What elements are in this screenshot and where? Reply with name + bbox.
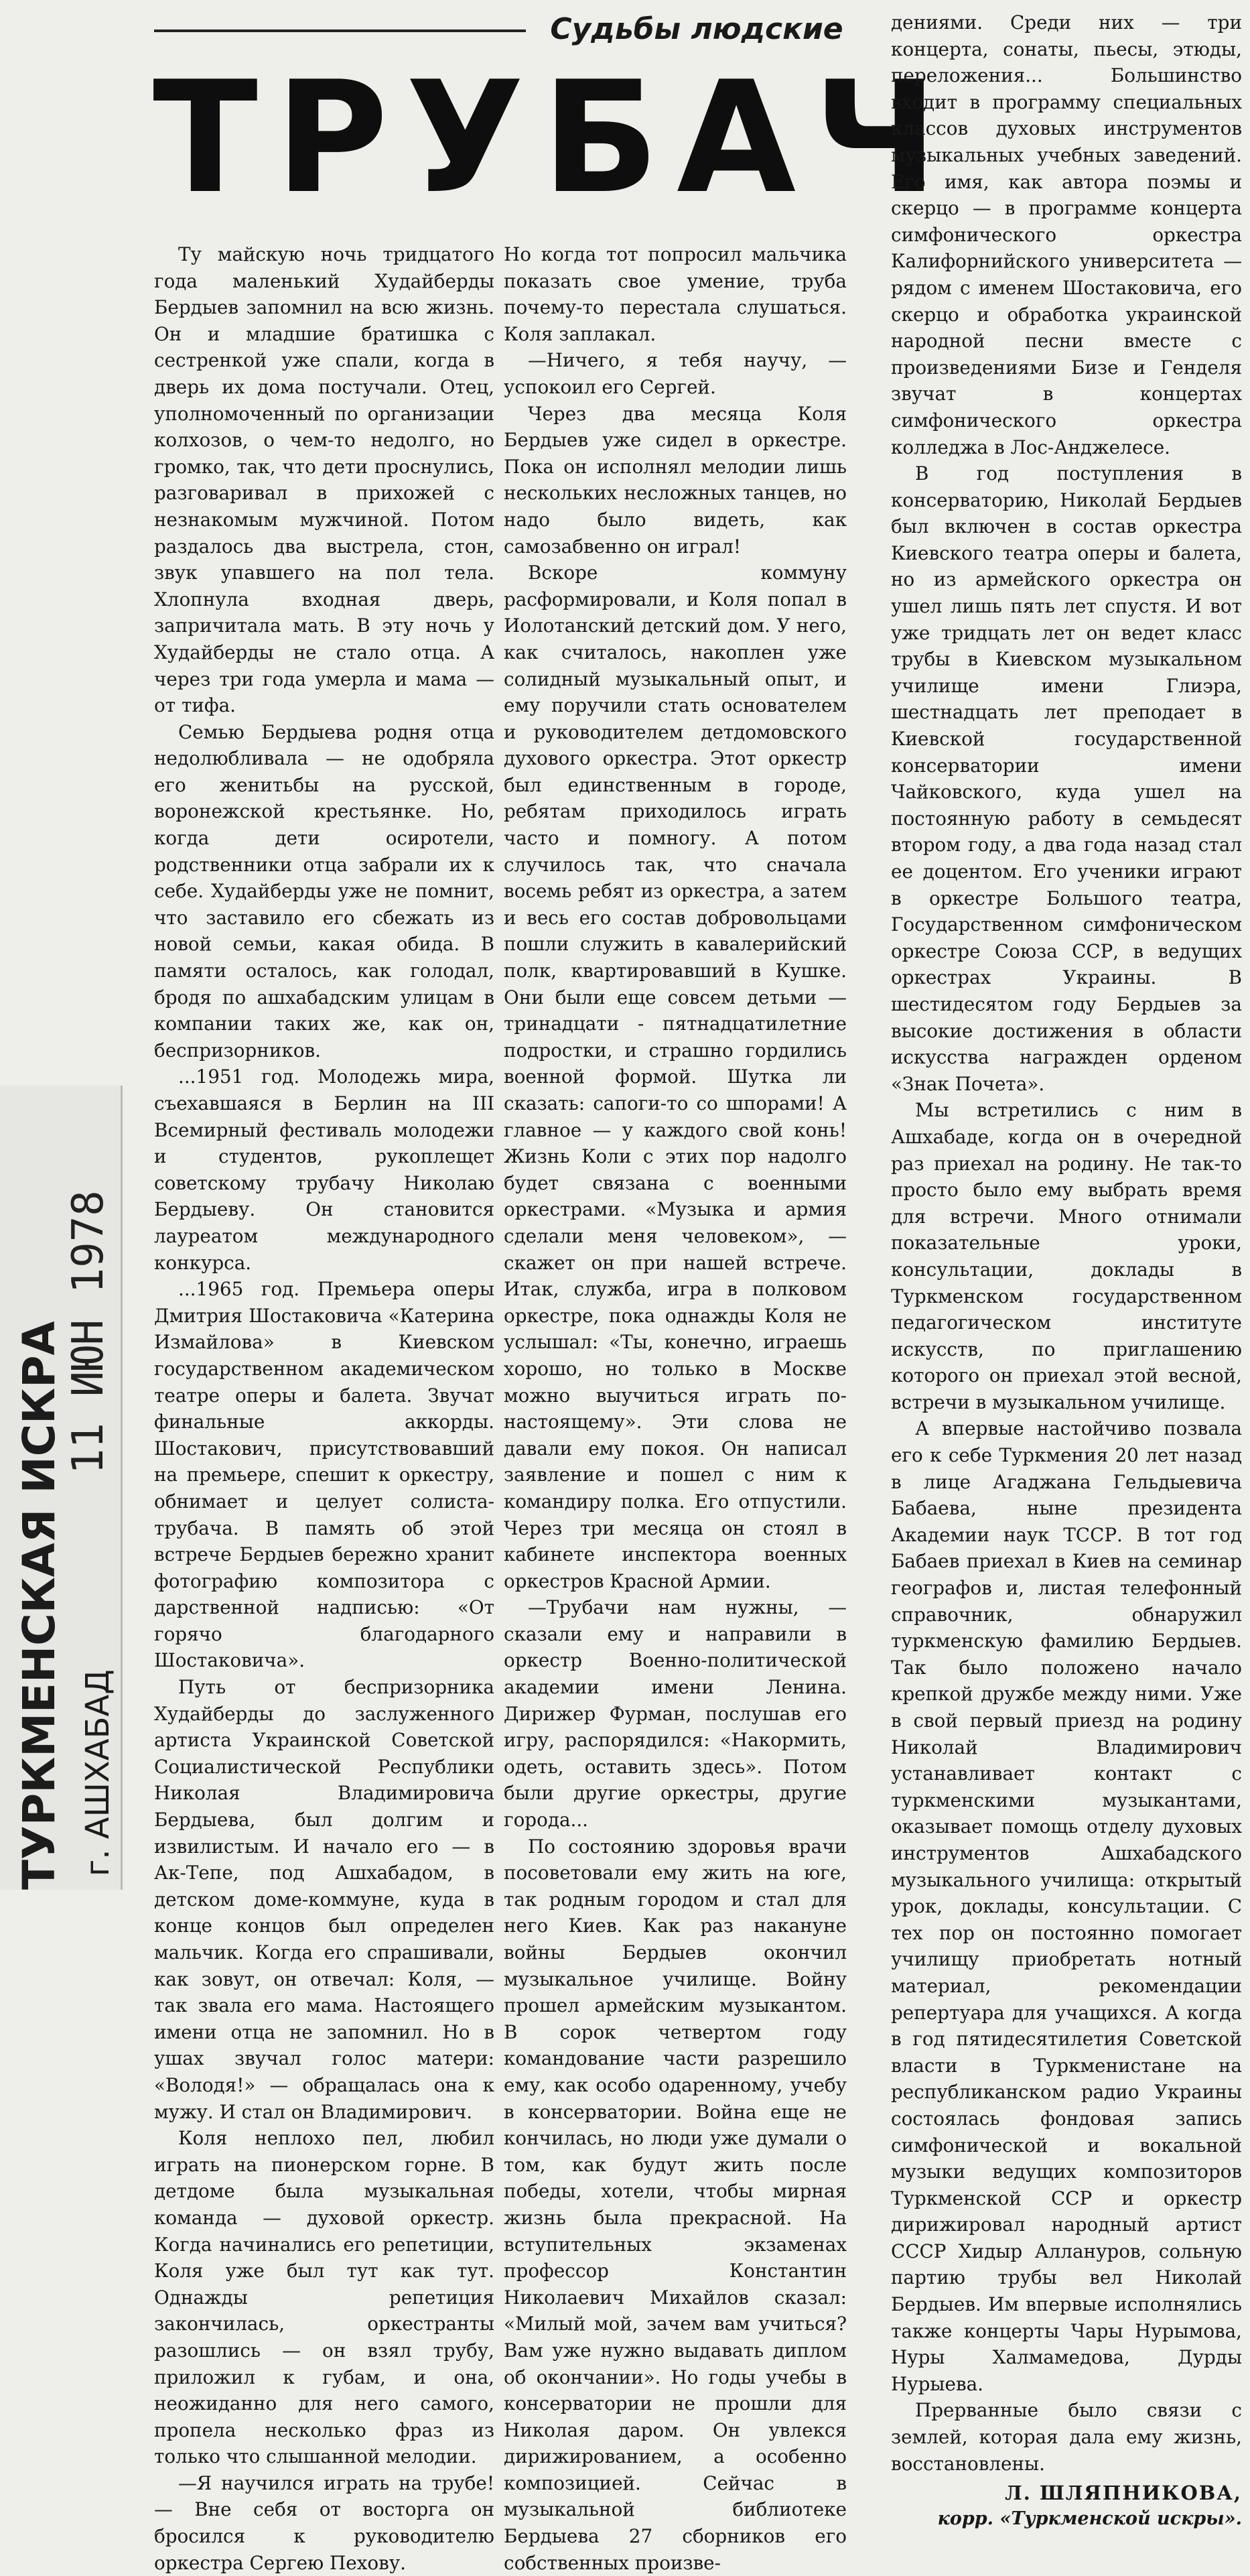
stamp-city: г. АШХАБАД: [79, 1669, 117, 1876]
article-column-3: [891, 9, 1242, 2530]
paragraph: дениями. Среди них — три концерта, сонаты, пьесы, этюды, переложения... Большинство входит в программу специальных классов духовых инструментов музыкальных учебных заведений. Его имя, как автора поэмы и скерцо — в программе концерта симфонического оркестра Калифорнийского университета — рядом с именем Шостаковича, его скерцо и обработка украинской народной песни вместе с произведениями Бизе и Генделя звучат в концертах симфонического оркестра колледжа в Лос-Анджелесе.: [891, 11, 1242, 458]
paragraph: ...1951 год. Молодежь мира, съехавшаяся в Берлин на III Всемирный фестиваль молодежи и студентов, рукоплещет советскому трубачу Николаю Бердыеву. Он становится лауреатом международного конкурса.: [154, 1066, 494, 1274]
stamp-date: 11 ИЮН 1978: [64, 1190, 113, 1474]
rubric: Судьбы людские: [550, 12, 843, 46]
paragraph: —Ничего, я тебя научу, — успокоил его Сергей.: [504, 349, 847, 398]
paragraph: Путь от беспризорника Худайберды до заслуженного артиста Украинской Советской Социалистической Республики Николая Владимировича Бердыева, был долгим и извилистым. И начало его — в Ак-Тепе, под Ашхабадом, в детском доме-коммуне, куда в конце концов был определен мальчик. Когда его спрашивали, как зовут, он отвечал: Коля, — так звала его мама. Настоящего имени отца не запомнил. Но в ушах звучал голос матери: «Володя!» — обращалась она к мужу. И стал он Владимирович.: [154, 1676, 494, 2123]
paragraph: Через два месяца Коля Бердыев уже сидел в оркестре. Пока он исполнял мелодии лишь нескольких несложных танцев, но надо было видеть, как самозабвенно он играл!: [504, 402, 847, 558]
paragraph: В год поступления в консерваторию, Николай Бердыев был включен в состав оркестра Киевского театра оперы и балета, но из армейского оркестра он ушел лишь пять лет спустя. И вот уже тридцать лет он ведет класс трубы в Киевском музыкальном училище имени Глиэра, шестнадцать лет преподает в Киевской государственной консерватории имени Чайковского, куда ушел на постоянную работу в семьдесят втором году, а два года назад стал ее доцентом. Его ученики играют в оркестре Большого театра, Государственном симфоническом оркестре Союза ССР, в ведущих оркестрах Украины. В шестидесятом году Бердыев за высокие достижения в области искусства награжден орденом «Знак Почета».: [891, 462, 1242, 1095]
byline-author: Л. ШЛЯПНИКОВА,: [1005, 2482, 1242, 2505]
paragraph: Прерванные было связи с землей, которая дала ему жизнь, восстановлены.: [891, 2399, 1242, 2475]
paragraph: —Я научился играть на трубе! — Вне себя от восторга он бросился к руководителю оркестра Сергею Пехову.: [154, 2471, 494, 2574]
paragraph: —Трубачи нам нужны, — сказали ему и направили в оркестр Военно-политической академии имени Ленина. Дирижер Фурман, послушав его игру, распорядился: «Накормить, одеть, оставить здесь». Потом были другие оркестры, другие города...: [504, 1596, 847, 1831]
paragraph: Вскоре коммуну расформировали, и Коля попал в Иолотанский детский дом. У него, как считалось, накоплен уже солидный музыкальный опыт, и ему поручили стать основателем и руководителем детдомовского духового оркестра. Этот оркестр был единственным в городе, ребятам приходилось играть часто и помногу. А потом случилось так, что сначала восемь ребят из оркестра, а затем и весь его состав добровольцами пошли служить в кавалерийский полк, квартировавший в Кушке. Они были еще совсем детьми — тринадцати - пятнадцатилетние подростки, и страшно гордились военной формой. Шутка ли сказать: сапоги-то со шпорами! А главное — у каждого свой конь! Жизнь Коли с этих пор надолго будет связана с военными оркестрами. «Музыка и армия сделали меня человеком», — скажет он при нашей встрече. Итак, служба, игра в полковом оркестре, пока однажды Коля не услышал: «Ты, конечно, играешь хорошо, но только в Москве можно выучиться играть по-настоящему». Эти слова не давали ему покоя. Он написал заявление и пошел с ним к командиру полка. Его отпустили. Через три месяца он стоял в кабинете инспектора военных оркестров Красной Армии.: [504, 562, 847, 1592]
paragraph: А впервые настойчиво позвала его к себе Туркмения 20 лет назад в лице Агаджана Гельдыевича Бабаева, ныне президента Академии наук ТССР. В тот год Бабаев приехал в Киев на семинар географов и, листая телефонный справочник, обнаружил туркменскую фамилию Бердыев. Так было положено начало крепкой дружбе между ними. Уже в свой первый приезд на родину Николай Владимирович устанавливает контакт с туркменскими музыкантами, оказывает помощь отделу духовых инструментов Ашхабадского музыкального училища: открытый урок, доклады, консультации. С тех пор он постоянно помогает училищу приобретать нотный материал, рекомендации репертуара для учащихся. А когда в год пятидесятилетия Советской власти в Туркменистане на республиканском радио Украины состоялась фондовая запись симфонической и вокальной музыки ведущих композиторов Туркменской ССР и оркестр дирижировал народный артист СССР Хидыр Аллануров, сольную партию трубы вел Николай Бердыев. Им впервые исполнялись также концерты Чары Нурымова, Нуры Халмамедова, Дурды Нурыева.: [891, 1417, 1242, 2395]
headline: ТРУБАЧ: [153, 49, 955, 228]
article-column-2: [504, 241, 847, 2574]
paragraph: По состоянию здоровья врачи посоветовали ему жить на юге, так родным городом и стал для него Киев. Как раз накануне войны Бердыев окончил музыкальное училище. Войну прошел армейским музыкантом. В сорок четвертом году командование части разрешило ему, как особо одаренному, учебу в консерватории. Война еще не кончилась, но люди уже думали о том, как будут жить после победы, хотели, чтобы мирная жизнь была прекрасной. На вступительных экзаменах профессор Константин Николаевич Михайлов сказал: «Милый мой, зачем вам учиться? Вам уже нужно выдавать диплом об окончании». Но годы учебы в консерватории не прошли для Николая даром. Он увлекся дирижированием, а особенно композицией. Сейчас в музыкальной библиотеке Бердыева 27 сборников его собственных произве-: [504, 1835, 847, 2574]
byline-position: корр. «Туркменской искры».: [937, 2508, 1242, 2530]
paragraph: Но когда тот попросил мальчика показать свое умение, труба почему-то перестала слушаться. Коля заплакал.: [504, 243, 847, 345]
article-column-1: [154, 241, 494, 2574]
paragraph: Мы встретились с ним в Ашхабаде, когда он в очередной раз приехал на родину. Не так-то просто было ему выбрать время для встречи. Много отнимали показательные уроки, консультации, доклады в Туркменском государственном педагогическом институте искусств, по приглашению которого он приехал этой весной, встречи в музыкальном училище.: [891, 1099, 1242, 1413]
paragraph: Ту майскую ночь тридцатого года маленький Худайберды Бердыев запомнил на всю жизнь. Он и младшие братишка с сестренкой уже спали, когда в дверь их дома постучали. Отец, уполномоченный по организации колхозов, о чем-то недолго, но громко, так, что дети проснулись, разговаривал в прихожей с незнакомым мужчиной. Потом раздалось два выстрела, стон, звук упавшего на пол тела. Хлопнула входная дверь, запричитала мать. В эту ночь у Худайберды не стало отца. А через три года умерла и мама — от тифа.: [154, 243, 494, 717]
paragraph: ...1965 год. Премьера оперы Дмитрия Шостаковича «Катерина Измайлова» в Киевском государственном академическом театре оперы и балета. Звучат финальные аккорды. Шостакович, присутствовавший на премьере, спешит к оркестру, обнимает и целует солиста-трубача. В память об этой встрече Бердыев бережно хранит фотографию композитора с дарственной надписью: «От горячо благодарного Шостаковича».: [154, 1278, 494, 1672]
paragraph: Семью Бердыева родня отца недолюбливала — не одобряла его женитьбы на русской, воронежской крестьянке. Но, когда дети осиротели, родственники отца забрали их к себе. Худайберды уже не помнит, что заставило его сбежать из новой семьи, какая обида. В памяти осталось, как голодал, бродя по ашхабадским улицам в компании таких же, как он, беспризорников.: [154, 720, 494, 1061]
rubric-rule-left: [154, 29, 526, 32]
stamp-newspaper-name: ТУРКМЕНСКАЯ ИСКРА: [13, 1321, 65, 1890]
paragraph: Коля неплохо пел, любил играть на пионерском горне. В детдоме была музыкальная команда — духовой оркестр. Когда начинались его репетиции, Коля уже был тут как тут. Однажды репетиция закончилась, оркестранты разошлись — он взял трубу, приложил к губам, и она, неожиданно для него самого, пропела несколько фраз из только что слышанной мелодии.: [154, 2127, 494, 2468]
